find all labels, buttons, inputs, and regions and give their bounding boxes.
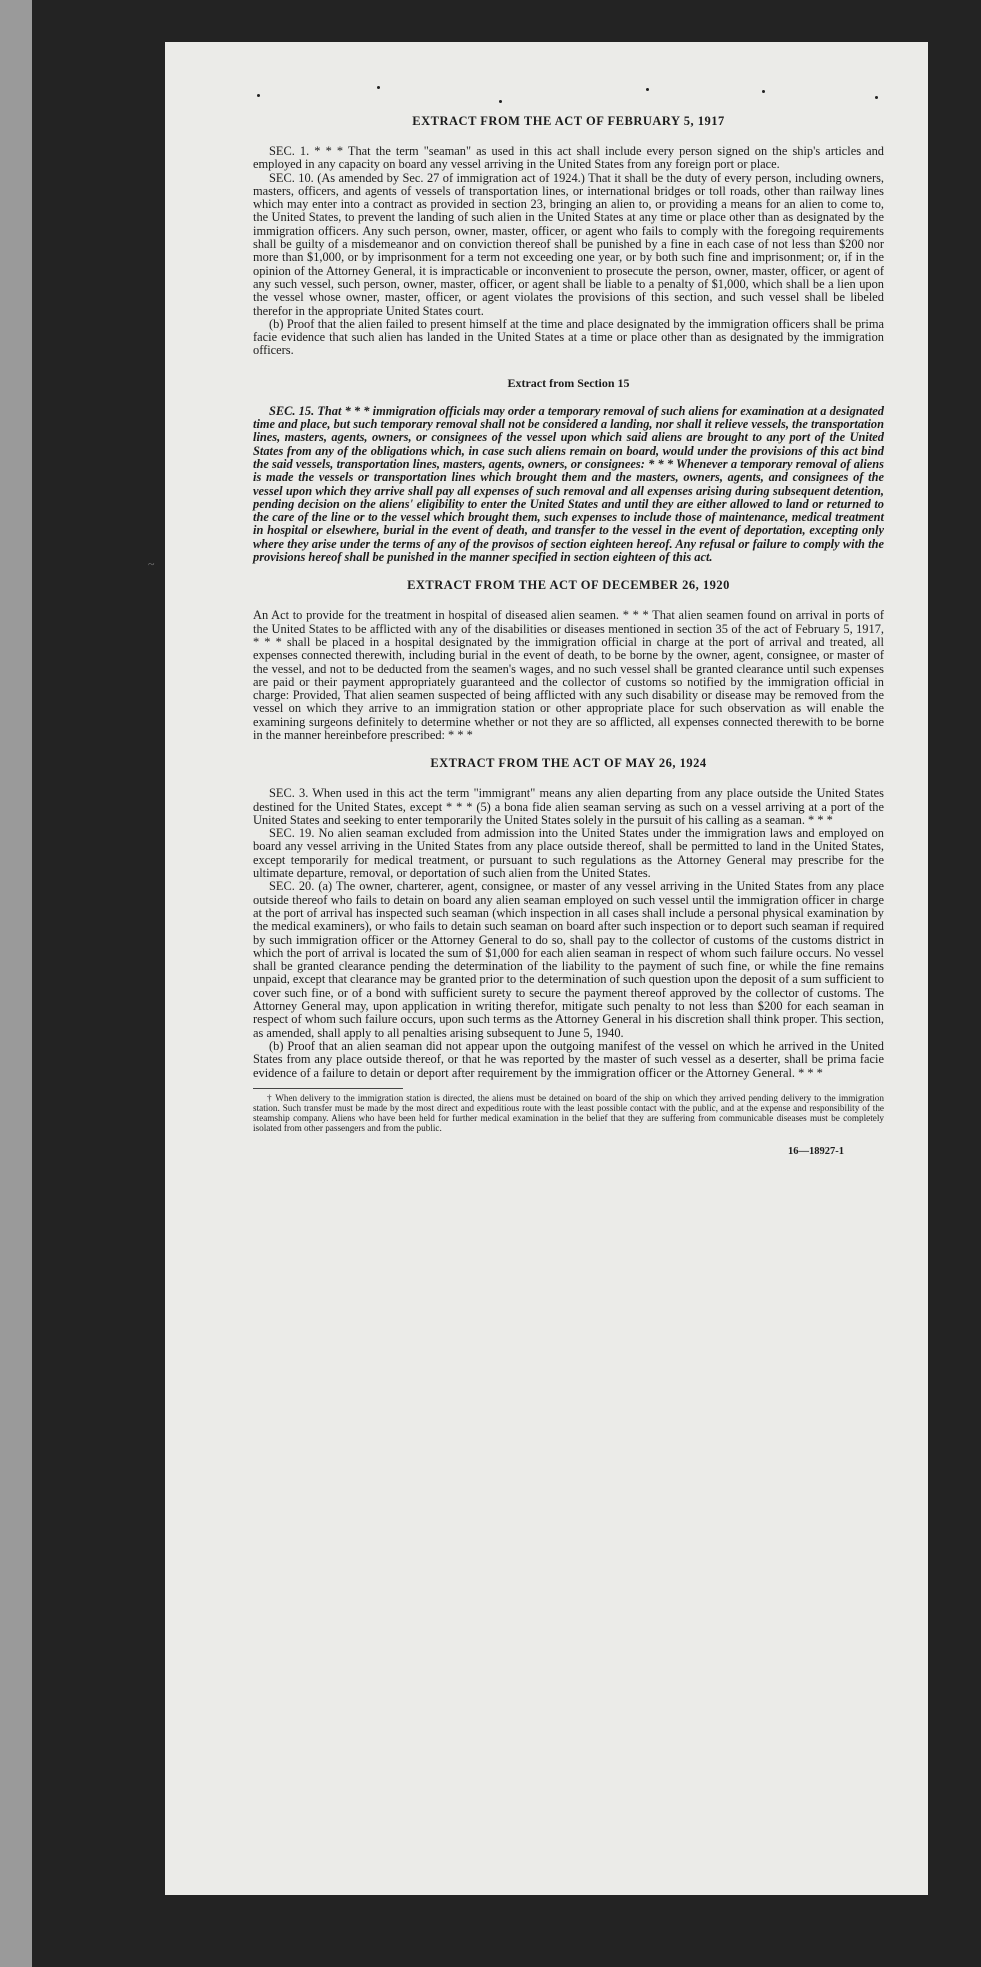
- proof-paragraph: (b) Proof that the alien failed to present himself at the time and place designated by the immigration officers shall be prima facie evidence that such alien has landed in the United States at a time or place other than as designated by the immigration officers.: [253, 316, 884, 358]
- sec15-paragraph: SEC. 15. That * * * immigration officials may order a temporary removal of such aliens for examination at a designated time and place, but such temporary removal shall not be considered a landing, nor shall it relieve vessels, the transportation lines, masters, agents, owners, or consignees of the vessel upon which said aliens are brought to any port of the United States from any of the obligations which, in case such aliens remain on board, would under the provisions of this act bind the said vessels, transportation lines, masters, agents, owners, or consignees: * * * Whenever a temporary removal of aliens is made the vessels or transportation lines which brought them and the masters, owners, agents, and consignees of the vessel upon which they arrive shall pay all expenses of such removal and all expenses arising during subsequent detention, pending decision on the aliens' eligibility to enter the United States and until they are either allowed to land or returned to the care of the line or to the vessel which brought them, such expenses to include those of maintenance, medical treatment in hospital or elsewhere, burial in the event of death, and transfer to the vessel in the event of deportation, excepting only where they arise under the terms of any of the provisos of section eighteen hereof. Any refusal or failure to comply with the provisions hereof shall be punished in the manner specified in section eighteen of this act.: [253, 403, 884, 565]
- footnote: † When delivery to the immigration station is directed, the aliens must be detained on board of the ship on which they arrived pending delivery to the immigration station. Such transfer must be made by the most direct and expeditious route with the least possible contact with the public, and at the expense and responsibility of the steamship company. Aliens who have been held for further medical examination in the belief that they are suffering from communicable diseases must be completely isolated from other passengers and from the public.: [253, 1092, 884, 1134]
- heading-act-1920: EXTRACT FROM THE ACT OF DECEMBER 26, 1920: [407, 578, 730, 593]
- sec19-paragraph: SEC. 19. No alien seaman excluded from admission into the United States under the immigration laws and employed on board any vessel arriving in the United States from any place outside thereof, shall be permitted to land in the United States, except temporarily for medical treatment, or pursuant to such regulations as the Attorney General may prescribe for the ultimate departure, removal, or deportation of such alien from the United States.: [253, 826, 884, 881]
- heading-section15: Extract from Section 15: [507, 375, 630, 390]
- sec1-paragraph: SEC. 1. * * * That the term "seaman" as used in this act shall include every person signed on the ship's articles and employed in any capacity on board any vessel arriving in the United States from any foreign port or place.: [253, 144, 884, 172]
- sec20a-paragraph: SEC. 20. (a) The owner, charterer, agent, consignee, or master of any vessel arriving in the United States from any place outside thereof who fails to detain on board any alien seaman employed on such vessel until the immigration officer in charge at the port of arrival has inspected such seaman (which inspection in all cases shall include a personal physical examination by the medical examiners), or who fails to detain such seaman on board after such inspection or to deport such seaman if required by such immigration officer or the Attorney General to do so, shall pay to the collector of customs of the customs district in which the port of arrival is located the sum of $1,000 for each alien seaman in respect of whom such failure occurs. No vessel shall be granted clearance pending the determination of the liability to the payment of such fine, or while the fine remains unpaid, except that clearance may be granted prior to the determination of such question upon the deposit of a sum sufficient to cover such fine, or of a bond with sufficient surety to secure the payment thereof approved by the collector of customs. The Attorney General may, upon application in writing therefor, mitigate such penalty to not less than $200 for each seaman in respect of whom such failure occurs, upon such terms as the Attorney General in his discretion shall think proper. This section, as amended, shall apply to all penalties arising subsequent to June 5, 1940.: [253, 879, 884, 1040]
- sec20b-paragraph: (b) Proof that an alien seaman did not appear upon the outgoing manifest of the vessel on which he arrived in the United States from any place outside thereof, or that he was reported by the master of such vessel as a deserter, shall be prima facie evidence of a failure to detain or deport after requirement by the immigration officer or the Attorney General. * * *: [253, 1038, 884, 1080]
- footnote-divider: [253, 1088, 403, 1089]
- margin-mark: ~: [148, 557, 155, 571]
- document-page: [165, 42, 928, 1895]
- form-number: 16—18927-1: [788, 1145, 844, 1157]
- punch-dots: [165, 86, 928, 116]
- act-1920-paragraph: An Act to provide for the treatment in hospital of diseased alien seamen. * * * That alien seamen found on arrival in ports of the United States to be afflicted with any of the disabilities or diseases mentioned in section 35 of the act of February 5, 1917, * * * shall be placed in a hospital designated by the immigration official in charge at the port of arrival and treated, all expenses connected therewith, including burial in the event of death, to be borne by the owner, agent, consignee, or master of the vessel, and not to be deducted from the seamen's wages, and no such vessel shall be granted clearance until such expenses are paid or their payment appropriately guaranteed and the collector of customs so notified by the immigration official in charge: Provided, That alien seamen suspected of being afflicted with any such disability or disease may be removed from the vessel on which they arrive to an immigration station or other appropriate place for such observation as will enable the examining surgeons definitely to determine whether or not they are so afflicted, all expenses connected therewith to be borne in the manner hereinbefore prescribed: * * *: [253, 608, 884, 742]
- heading-act-1924: EXTRACT FROM THE ACT OF MAY 26, 1924: [430, 756, 707, 771]
- scanner-edge: [0, 0, 32, 1967]
- heading-act-1917: EXTRACT FROM THE ACT OF FEBRUARY 5, 1917: [412, 114, 725, 128]
- sec10-paragraph: SEC. 10. (As amended by Sec. 27 of immigration act of 1924.) That it shall be the duty of every person, including owners, masters, officers, and agents of vessels of transportation lines, or international bridges or toll roads, other than railway lines which may enter into a contract as provided in section 23, bringing an alien to, or providing a means for an alien to come to, the United States, to prevent the landing of such alien in the United States at any time or place other than as designated by the immigration officers. Any such person, owner, master, officer, or agent who fails to comply with the foregoing requirements shall be guilty of a misdemeanor and on conviction thereof shall be punished by a fine in each case of not less than $200 nor more than $1,000, or by imprisonment for a term not exceeding one year, or by both such fine and imprisonment; or, if in the opinion of the Attorney General, it is impracticable or inconvenient to prosecute the person, owner, master, officer, or agent of any such vessel, such person, owner, master, officer, or agent shall be liable to a penalty of $1,000, which shall be a lien upon the vessel whose owner, master, officer, or agent violates the provisions of this section, and such vessel shall be libeled therefor in the appropriate United States court.: [253, 170, 884, 318]
- sec3-paragraph: SEC. 3. When used in this act the term "immigrant" means any alien departing from any place outside the United States destined for the United States, except * * * (5) a bona fide alien seaman serving as such on a vessel arriving at a port of the United States and seeking to enter temporarily the United States solely in the pursuit of his calling as a seaman. * * *: [253, 786, 884, 827]
